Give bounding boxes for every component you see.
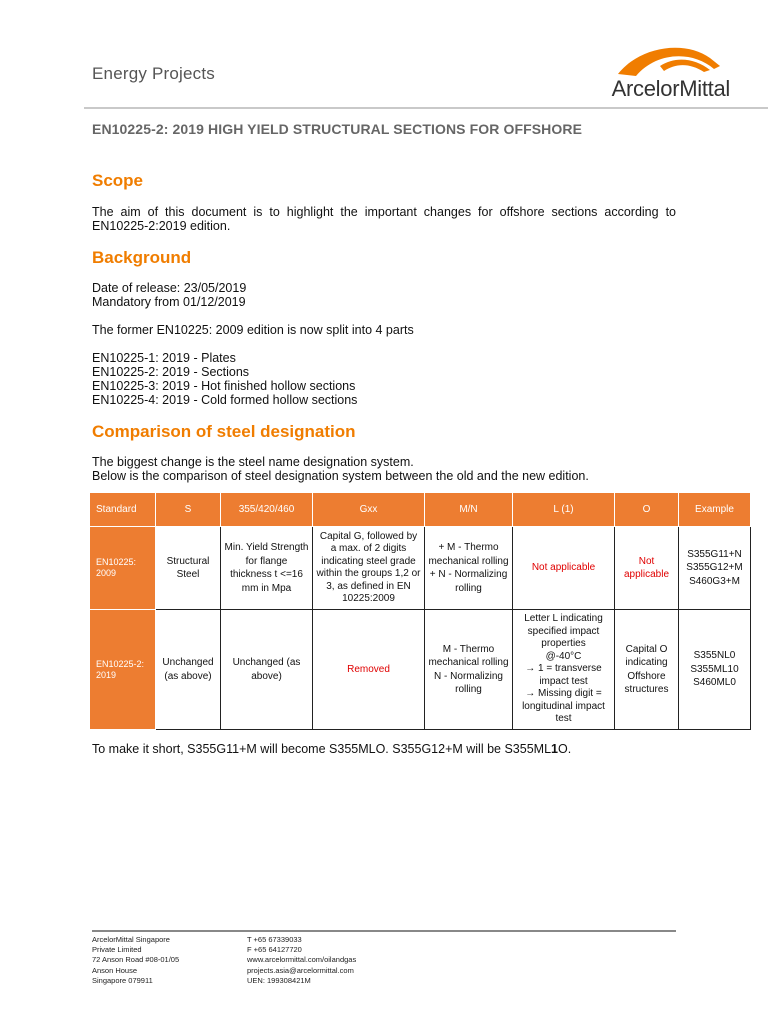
document-title: EN10225-2: 2019 HIGH YIELD STRUCTURAL SECTIONS FOR OFFSHORE [92,121,583,137]
column-header: Standard [90,493,156,527]
part-item: EN10225-1: 2019 - Plates [92,351,236,365]
former-edition-text: The former EN10225: 2009 edition is now split into 4 parts [92,323,414,337]
cell-line: Letter L indicating specified impact properties [524,613,603,650]
fax-number: F +65 64127720 [247,945,302,955]
footer-divider [92,930,676,932]
table-row [90,610,751,730]
column-header: M/N [425,493,513,527]
footer-address-block [92,935,179,986]
table-cell [513,610,615,730]
table-cell: Min. Yield Strength for flange thickness t <=16 mm in Mpa [221,527,313,610]
table-cell: Not applicable [513,527,615,610]
part-item: EN10225-3: 2019 - Hot finished hollow sections [92,379,356,393]
table-header-row [90,493,751,527]
part-item: EN10225-2: 2019 - Sections [92,365,250,379]
website-link[interactable]: www.arcelormittal.com/oilandgas [247,955,357,965]
column-header: S [156,493,221,527]
column-header: O [615,493,679,527]
scope-heading: Scope [92,171,144,190]
table-cell: Not applicable [615,527,679,610]
address-line: 72 Anson Road #08-01/05 [92,955,180,965]
column-header: Example [679,493,751,527]
cell-line: → 1 = transverse impact test [525,663,602,687]
table-cell: Structural Steel [156,527,221,610]
designation-comparison-table [89,492,751,730]
cell-line: → Missing digit = longitudinal impact test [522,688,605,725]
header-title: Energy Projects [92,64,215,83]
footer-contact-block [247,935,356,986]
table-cell: + M - Thermo mechanical rolling + N - Normalizing rolling [425,527,513,610]
column-header: Gxx [313,493,425,527]
comparison-intro-2: Below is the comparison of steel designation system between the old and the new edition. [92,469,589,483]
summary-text [92,742,712,756]
table-cell: Capital G, followed by a max. of 2 digits indicating steel grade within the groups 1,2 or 3, as defined in EN 10225:2009 [313,527,425,610]
table-cell: M - Thermo mechanical rolling N - Normalizing rolling [425,610,513,730]
address-line: Singapore 079911 [92,975,153,985]
standard-cell: EN10225-2: 2019 [90,610,156,730]
part-item: EN10225-4: 2019 - Cold formed hollow sections [92,393,358,407]
logo-text: ArcelorMittal [611,76,730,101]
cell-line: @-40°C [545,650,582,662]
company-name-2: Private Limited [92,945,142,955]
mandatory-date: Mandatory from 01/12/2019 [92,295,246,309]
table-cell: Capital O indicating Offshore structures [615,610,679,730]
summary-part: To make it short, S355G11+M will become S355MLO. S355G12+M will be S355ML [92,742,552,756]
background-heading: Background [92,248,192,267]
header-divider [84,107,768,109]
scope-text: The aim of this document is to highlight the important changes for offshore sections according to EN10225-2:2019 edition. [92,205,676,233]
release-date: Date of release: 23/05/2019 [92,281,247,295]
column-header: 355/420/460 [221,493,313,527]
address-line: Anson House [92,965,138,975]
phone-number: T +65 67339033 [247,935,302,944]
table-cell: Unchanged (as above) [156,610,221,730]
table-row [90,527,751,610]
standard-cell: EN10225: 2009 [90,527,156,610]
comparison-intro-1: The biggest change is the steel name designation system. [92,455,414,469]
uen-number: UEN: 199308421M [247,975,311,985]
table-cell: Removed [313,610,425,730]
comparison-heading: Comparison of steel designation [92,422,356,441]
company-name: ArcelorMittal Singapore [92,935,170,944]
summary-part: O. [557,742,572,756]
table-cell: S355G11+N S355G12+M S460G3+M [679,527,751,610]
email-link[interactable]: projects.asia@arcelormittal.com [247,965,354,975]
table-cell: Unchanged (as above) [221,610,313,730]
table-cell: S355NL0 S355ML10 S460ML0 [679,610,751,730]
column-header: L (1) [513,493,615,527]
summary-digit: 1 [551,742,558,756]
